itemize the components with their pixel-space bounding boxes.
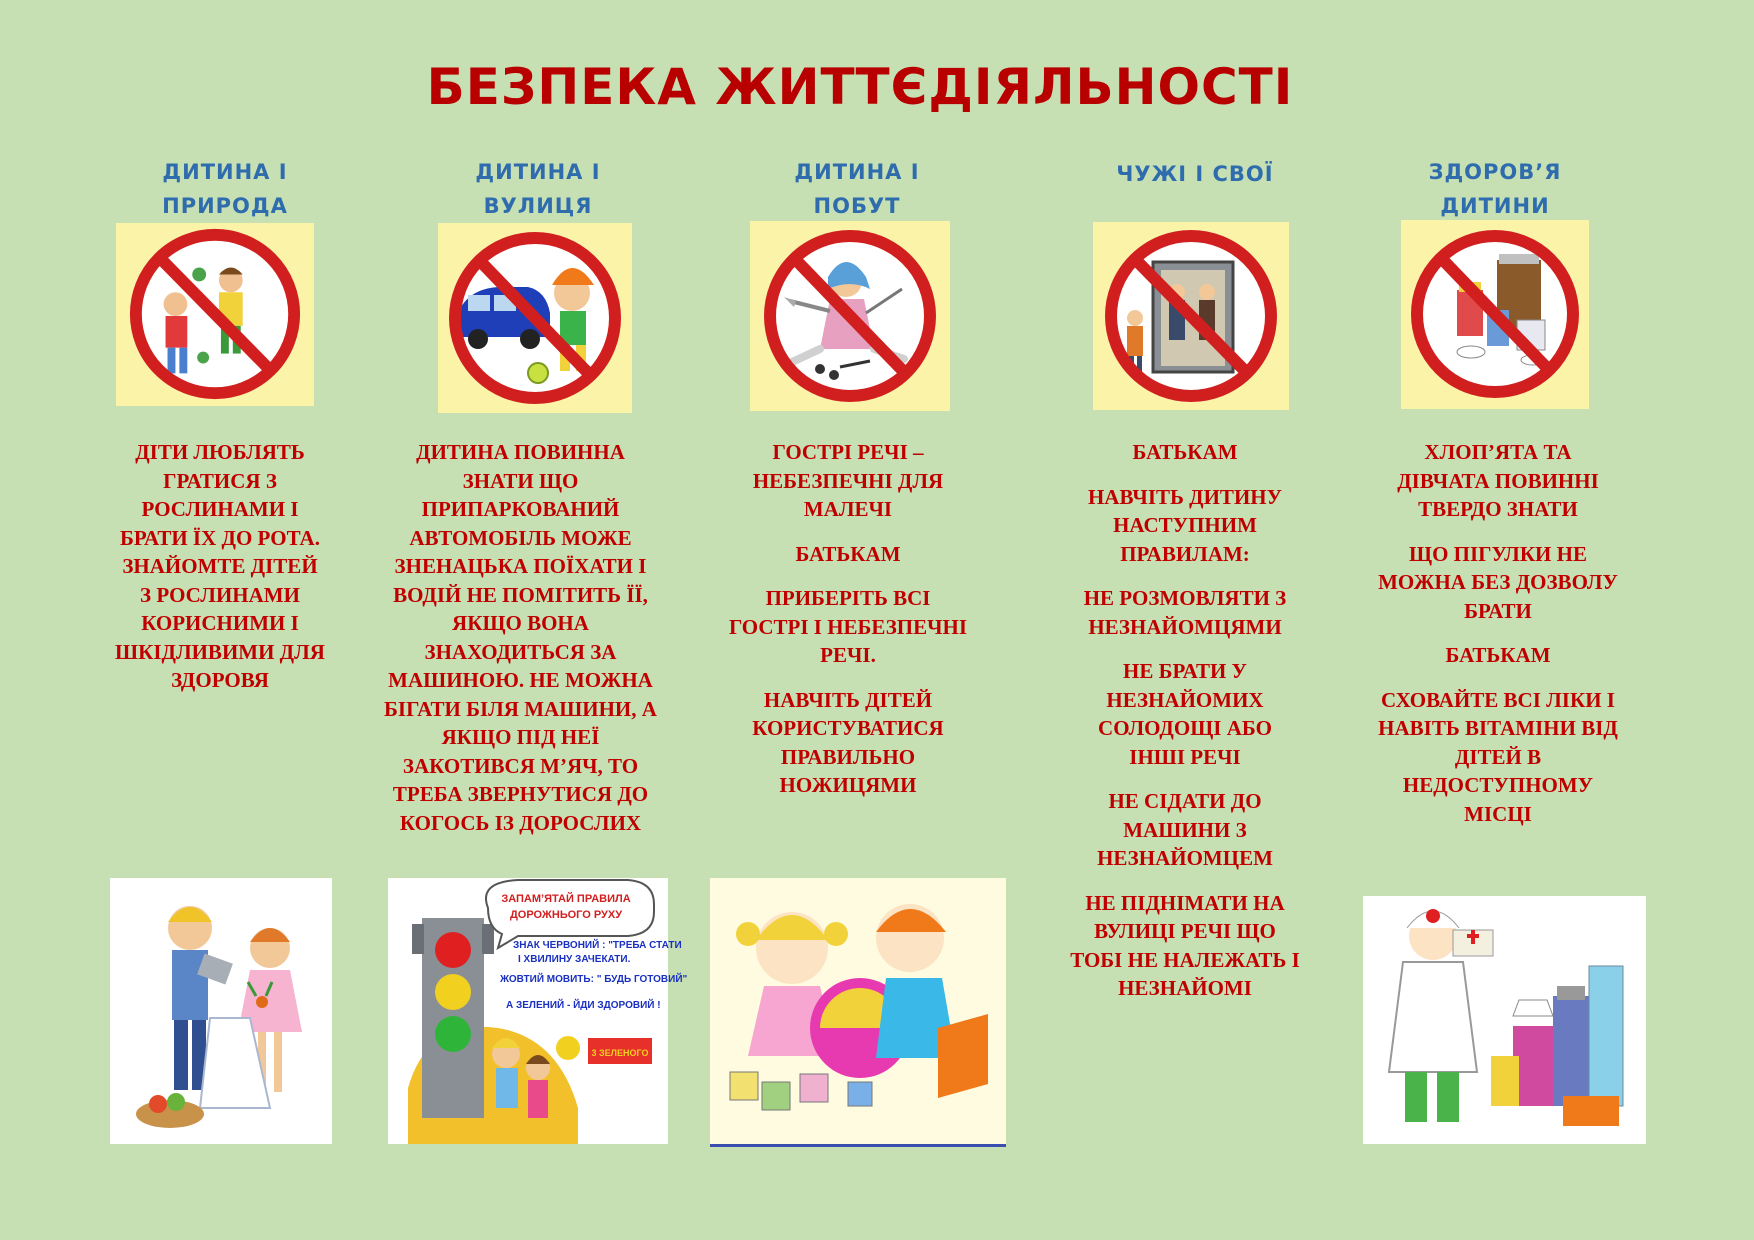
column-text-health — [1378, 438, 1618, 844]
doctor-with-medicines-icon — [1363, 896, 1646, 1144]
paragraph: БАТЬКАМ — [1132, 440, 1238, 464]
paragraph: НЕ СІДАТИ ДО МАШИНИ З НЕЗНАЙОМЦЕМ — [1097, 789, 1273, 870]
paragraph: СХОВАЙТЕ ВСІ ЛІКИ І НАВІТЬ ВІТАМІНИ ВІД ДІТЕЙ В НЕДОСТУПНОМУ МІСЦІ — [1378, 687, 1618, 826]
poem-line-4: А ЗЕЛЕНИЙ - ЙДИ ЗДОРОВИЙ ! — [506, 1000, 661, 1011]
column-heading-health: ЗДОРОВ’Я ДИТИНИ — [1428, 160, 1562, 218]
column-text-household — [728, 438, 968, 816]
paragraph: НАВЧІТЬ ДІТЕЙ КОРИСТУВАТИСЯ ПРАВИЛЬНО НОЖИЦЯМИ — [752, 687, 944, 797]
paragraph: БАТЬКАМ — [795, 541, 901, 566]
poem-line-2: І ХВИЛИНУ ЗАЧЕКАТИ. — [518, 954, 631, 965]
paragraph: ГОСТРІ РЕЧІ – НЕБЕЗПЕЧНІ ДЛЯ МАЛЕЧІ — [752, 440, 944, 521]
column-heading-street: ДИТИНА І ВУЛИЦЯ — [475, 160, 601, 218]
column-heading-strangers: ЧУЖІ І СВОЇ — [1116, 162, 1274, 186]
traffic-light-children-icon — [388, 878, 688, 1144]
prohibition-sign-street — [438, 223, 632, 413]
paragraph: ХЛОП’ЯТА ТА ДІВЧАТА ПОВИННІ ТВЕРДО ЗНАТИ — [1397, 440, 1599, 521]
bubble-line-2: ДОРОЖНЬОГО РУХУ — [509, 909, 623, 921]
children-watering-plants-icon — [110, 878, 332, 1144]
paragraph: НЕ ПІДНІМАТИ НА ВУЛИЦІ РЕЧІ ЩО ТОБІ НЕ НАЛЕЖАТЬ І НЕЗНАЙОМІ — [1070, 890, 1300, 1000]
column-text-nature — [115, 438, 325, 711]
prohibition-sign-nature — [116, 223, 314, 406]
medicines-prohibited-icon — [1401, 220, 1589, 409]
paragraph: НЕ БРАТИ У НЕЗНАЙОМИХ СОЛОДОЩІ АБО ІНШІ РЕЧІ — [1098, 659, 1272, 769]
paragraph: ДИТИНА ПОВИННА ЗНАТИ ЩО ПРИПАРКОВАНИЙ АВТОМОБІЛЬ МОЖЕ ЗНЕНАЦЬКА ПОЇХАТИ І ВОДІЙ НЕ ПОМІТИТЬ ЇЇ, ЯКЩО ВОНА ЗНАХОДИТЬСЯ ЗА МАШИНОЮ. НЕ МОЖНА БІГАТИ БІЛЯ МАШИНИ, А ЯКЩО ПІД НЕЇ ЗАКОТИВСЯ М’ЯЧ, ТО ТРЕБА ЗВЕРНУТИСЯ ДО КОГОСЬ ІЗ ДОРОСЛИХ — [384, 440, 657, 835]
prohibition-sign-health — [1401, 220, 1589, 409]
children-playing-with-toys-icon — [710, 878, 1006, 1144]
picture-household — [710, 878, 1006, 1147]
paragraph: ЩО ПІГУЛКИ НЕ МОЖНА БЕЗ ДОЗВОЛУ БРАТИ — [1378, 541, 1618, 623]
column-text-strangers — [1070, 438, 1300, 1019]
child-with-sharp-objects-prohibited-icon — [750, 221, 950, 411]
paragraph: ПРИБЕРІТЬ ВСІ ГОСТРІ І НЕБЕЗПЕЧНІ РЕЧІ. — [728, 586, 968, 667]
column-heading-nature: ДИТИНА І ПРИРОДА — [162, 160, 288, 218]
page-title: БЕЗПЕКА ЖИТТЄДІЯЛЬНОСТІ — [426, 58, 1294, 116]
paragraph: БАТЬКАМ — [1445, 643, 1551, 667]
paragraph: НЕ РОЗМОВЛЯТИ З НЕЗНАЙОМЦЯМИ — [1083, 586, 1287, 639]
column-text-street — [383, 438, 658, 853]
picture-street — [388, 878, 688, 1144]
paragraph: ДІТИ ЛЮБЛЯТЬ ГРАТИСЯ З РОСЛИНАМИ І БРАТИ ЇХ ДО РОТА. ЗНАЙОМТЕ ДІТЕЙ З РОСЛИНАМИ КОРИСНИМИ І ШКІДЛИВИМИ ДЛЯ ЗДОРОВЯ — [115, 440, 325, 692]
poem-line-1: ЗНАК ЧЕРВОНИЙ : "ТРЕБА СТАТИ — [513, 940, 682, 951]
picture-nature — [110, 878, 332, 1144]
column-heading-household: ДИТИНА І ПОБУТ — [794, 160, 920, 218]
strangers-in-elevator-prohibited-icon — [1093, 222, 1289, 410]
prohibition-sign-strangers — [1093, 222, 1289, 410]
poem-line-3: ЖОВТИЙ МОВИТЬ: " БУДЬ ГОТОВИЙ" — [500, 974, 688, 985]
picture-health — [1363, 896, 1646, 1144]
child-playing-near-car-prohibited-icon — [438, 223, 632, 413]
prohibition-sign-household — [750, 221, 950, 411]
picture-badge: 3 ЗЕЛЕНОГО — [591, 1048, 649, 1058]
bubble-line-1: ЗАПАМ’ЯТАЙ ПРАВИЛА — [501, 893, 631, 905]
children-eating-plants-prohibited-icon — [116, 223, 314, 406]
paragraph: НАВЧІТЬ ДИТИНУ НАСТУПНИМ ПРАВИЛАМ: — [1087, 484, 1283, 566]
